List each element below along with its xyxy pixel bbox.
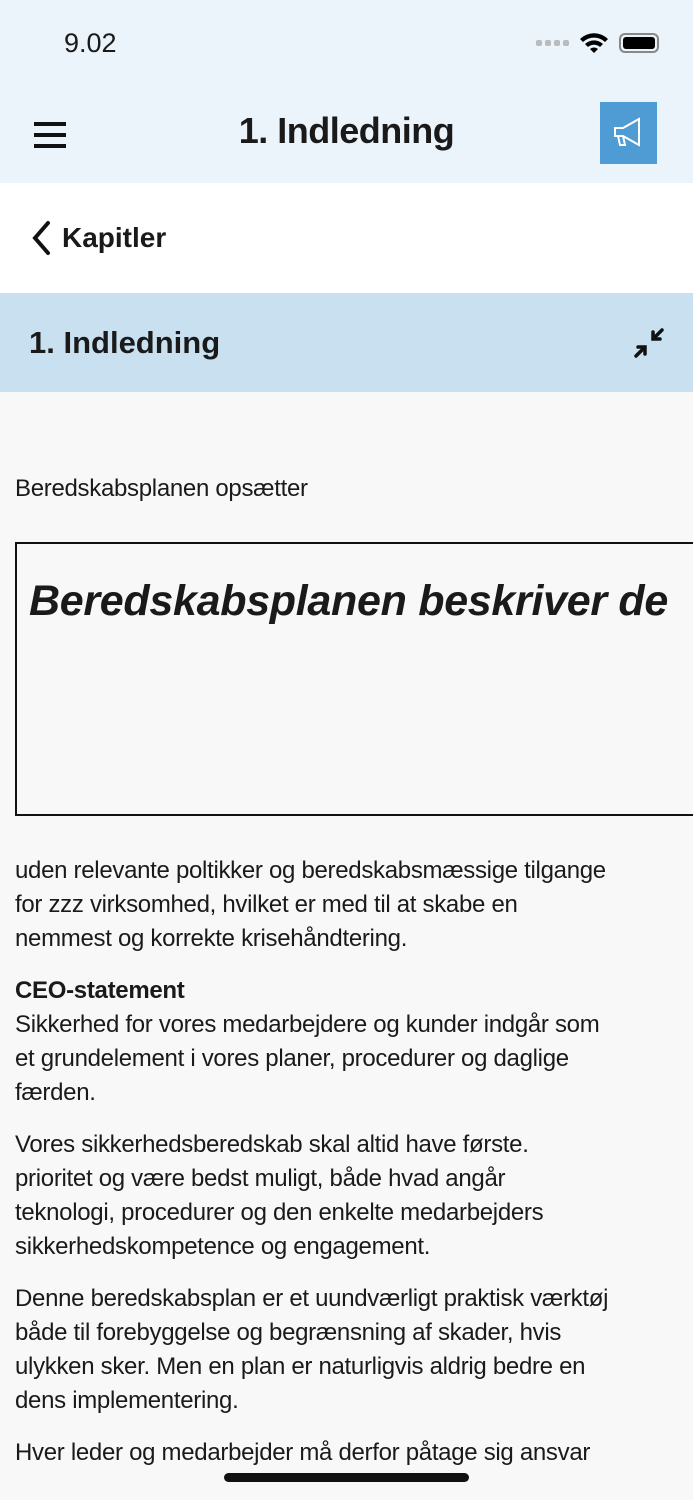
intro-text: Beredskabsplanen opsætter <box>15 475 308 502</box>
back-label: Kapitler <box>62 222 167 253</box>
section-title: 1. Indledning <box>29 324 221 360</box>
app-header <box>0 0 693 183</box>
paragraph <box>15 1436 678 1470</box>
text-line: færden. <box>15 1079 96 1106</box>
status-time: 9.02 <box>64 28 117 58</box>
wifi-icon <box>579 32 609 54</box>
megaphone-icon <box>612 116 646 150</box>
battery-icon <box>619 33 659 53</box>
chapter-content <box>0 472 693 1470</box>
paragraph <box>15 854 678 956</box>
text-line: uden relevante poltikker og beredskabsmæssige tilgange <box>15 857 606 884</box>
text-line: Vores sikkerhedsberedskab skal altid have første. <box>15 1131 529 1158</box>
back-to-chapters[interactable] <box>0 183 693 293</box>
text-line: ulykken sker. Men en plan er naturligvis aldrig bedre en <box>15 1353 586 1380</box>
text-line: dens implementering. <box>15 1387 239 1414</box>
home-indicator[interactable] <box>224 1473 469 1482</box>
text-line: sikkerhedskompetence og engagement. <box>15 1233 431 1260</box>
signal-icon <box>536 40 569 46</box>
text-line: Sikkerhed for vores medarbejdere og kunder indgår som <box>15 1011 600 1038</box>
text-line: et grundelement i vores planer, procedurer og daglige <box>15 1045 569 1072</box>
collapse-icon[interactable] <box>633 327 665 359</box>
status-icons <box>536 32 659 54</box>
text-line: Hver leder og medarbejder må derfor påtage sig ansvar <box>15 1439 591 1466</box>
paragraph <box>15 1282 678 1418</box>
announcement-button[interactable] <box>600 102 657 164</box>
paragraph <box>15 1128 678 1264</box>
text-line: nemmest og korrekte krisehåndtering. <box>15 925 408 952</box>
text-line: for zzz virksomhed, hvilket er med til at skabe en <box>15 891 518 918</box>
ceo-heading: CEO-statement <box>15 977 185 1004</box>
quote-box: Beredskabsplanen beskriver de <box>15 542 693 816</box>
text-line: prioritet og være bedst muligt, både hvad angår <box>15 1165 506 1192</box>
paragraph <box>15 974 678 1110</box>
text-line: både til forebyggelse og begrænsning af skader, hvis <box>15 1319 562 1346</box>
text-line: teknologi, procedurer og den enkelte medarbejders <box>15 1199 544 1226</box>
chevron-left-icon <box>30 220 52 256</box>
text-line: Denne beredskabsplan er et uundværligt praktisk værktøj <box>15 1285 609 1312</box>
page-title: 1. Indledning <box>238 110 455 151</box>
section-header[interactable] <box>0 293 693 392</box>
